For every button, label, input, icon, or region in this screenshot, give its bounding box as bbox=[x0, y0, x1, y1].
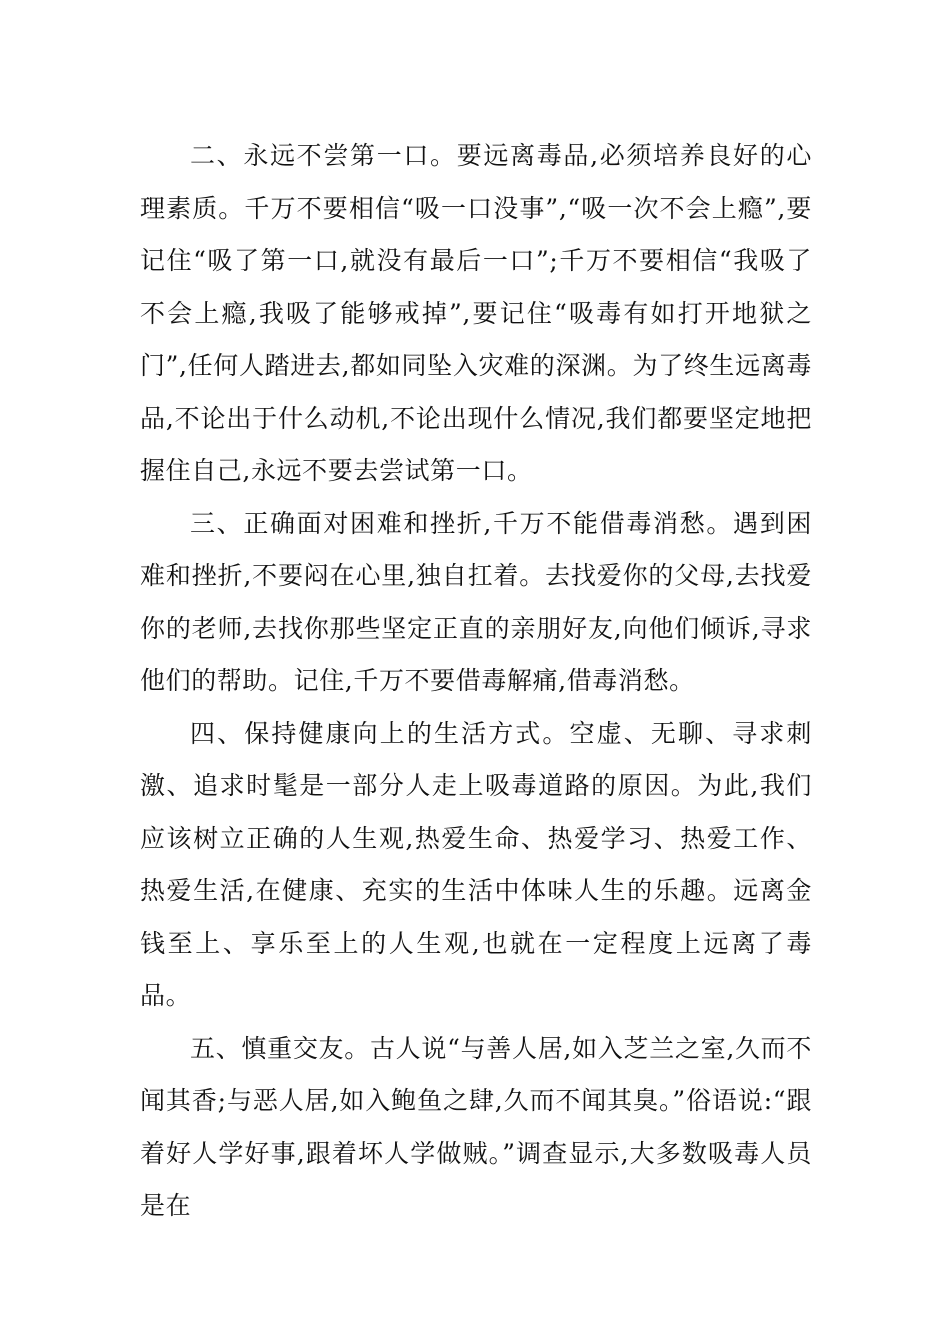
document-body bbox=[140, 130, 812, 1233]
paragraph-face-difficulties: 三、正确面对困难和挫折,千万不能借毒消愁。遇到困难和挫折,不要闷在心里,独自扛着。去找爱你的父母,去找爱你的老师,去找你那些坚定正直的亲朋好友,向他们倾诉,寻求他们的帮助。记住,千万不要借毒解痛,借毒消愁。 bbox=[140, 508, 812, 695]
paragraph-never-try-first: 二、永远不尝第一口。要远离毒品,必须培养良好的心理素质。千万不要相信“吸一口没事”,“吸一次不会上瘾”,要记住“吸了第一口,就没有最后一口”;千万不要相信“我吸了不会上瘾,我吸了能够戒掉”,要记住“吸毒有如打开地狱之门”,任何人踏进去,都如同坠入灾难的深渊。为了终生远离毒品,不论出于什么动机,不论出现什么情况,我们都要坚定地把握住自己,永远不要去尝试第一口。 bbox=[140, 141, 812, 485]
paragraph-healthy-lifestyle: 四、保持健康向上的生活方式。空虚、无聊、寻求刺激、追求时髦是一部分人走上吸毒道路的原因。为此,我们应该树立正确的人生观,热爱生命、热爱学习、热爱工作、热爱生活,在健康、充实的生活中体味人生的乐趣。远离金钱至上、享乐至上的人生观,也就在一定程度上远离了毒品。 bbox=[140, 718, 812, 1010]
paragraph-careful-friends: 五、慎重交友。古人说“与善人居,如入芝兰之室,久而不闻其香;与恶人居,如入鲍鱼之肆,久而不闻其臭。”俗语说:“跟着好人学好事,跟着坏人学做贼。”调查显示,大多数吸毒人员是在 bbox=[140, 1033, 812, 1220]
